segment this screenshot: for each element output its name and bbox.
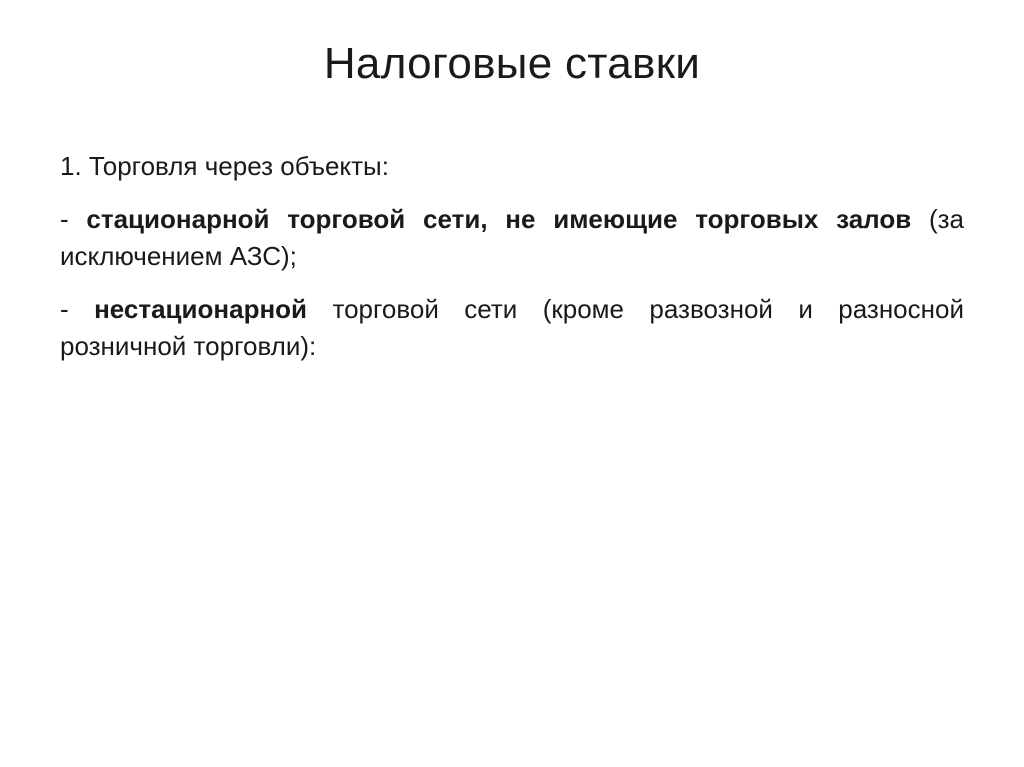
- list-item-bold-text: стационарной торговой сети, не имеющие торговых залов: [86, 204, 912, 234]
- list-item-bold-text: нестационарной: [94, 294, 308, 324]
- list-item-nonstationary: [60, 291, 964, 365]
- list-item-text: 1. Торговля через объекты:: [60, 151, 389, 181]
- list-item-rest-text: (за исключением АЗС);: [60, 204, 965, 271]
- list-item-dash: -: [60, 204, 87, 234]
- slide-title: Налоговые ставки: [323, 39, 701, 88]
- slide-body: [60, 148, 964, 381]
- list-item-trade-objects: [60, 148, 964, 185]
- list-item-stationary: [60, 201, 964, 275]
- list-item-dash: -: [60, 294, 95, 324]
- list-item-rest-text: торговой сети (кроме развозной и разносной розничной торговли):: [60, 294, 964, 361]
